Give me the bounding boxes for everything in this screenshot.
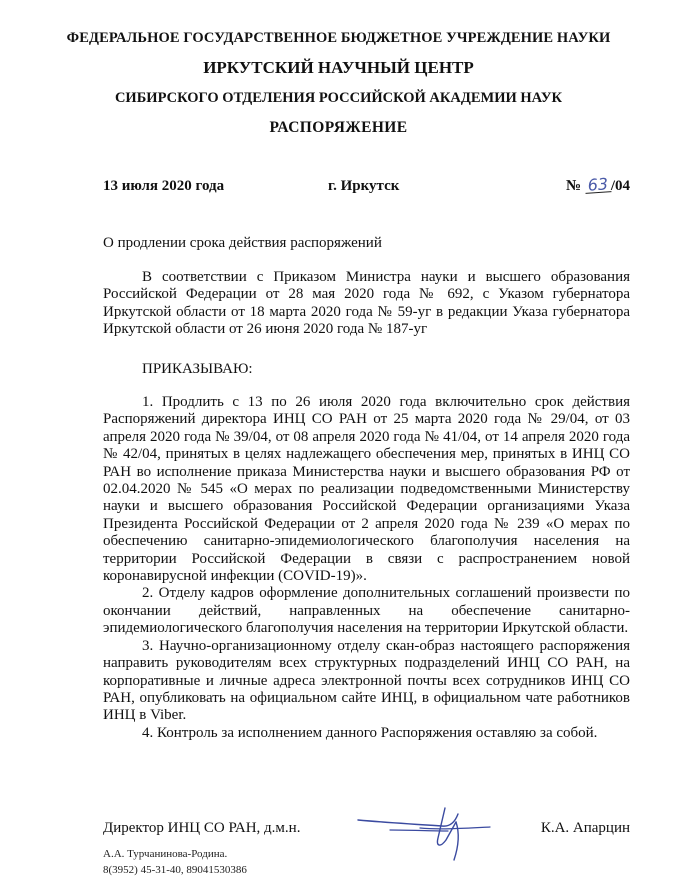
number-prefix: № — [566, 178, 582, 194]
document-date: 13 июля 2020 года — [103, 178, 225, 194]
signatory-role: Директор ИНЦ СО РАН, д.м.н. — [103, 820, 301, 836]
preamble-text: В соответствии с Приказом Министра науки и высшего образования Российской Федерации от 28 мая 2020 года № 692, с Указом губернатора Иркутской области от 18 марта 2020 года № 59-уг в редакции Указа губернатора Иркутской области от 26 июня 2020 года № 187-уг — [103, 269, 630, 338]
preamble-paragraph — [103, 269, 630, 339]
number-suffix: /04 — [610, 178, 630, 194]
order-item-2: 2. Отделу кадров оформление дополнительных соглашений произвести по окончании действий, направленных на обеспечение санитарно-эпидемиологического благополучия населения на территории Иркутской области. — [103, 585, 630, 637]
document-subject: О продлении срока действия распоряжений — [103, 235, 382, 251]
document-type: РАСПОРЯЖЕНИЕ — [269, 119, 408, 136]
order-item-3: 3. Научно-организационному отделу скан-образ настоящего распоряжения направить руководителям всех структурных подразделений ИНЦ СО РАН, на корпоративные и личные адреса электронной почты всех сотрудников ИНЦ СО РАН, опубликовать на официальном сайте ИНЦ, в официальном чате работников ИНЦ в Viber. — [103, 637, 630, 724]
order-items — [103, 394, 630, 742]
organization-line-3: СИБИРСКОГО ОТДЕЛЕНИЯ РОССИЙСКОЙ АКАДЕМИИ НАУК — [114, 90, 563, 106]
order-item-1: 1. Продлить с 13 по 26 июля 2020 года включительно срок действия Распоряжений директора ИНЦ СО РАН от 25 марта 2020 года № 29/04, от 03 апреля 2020 года № 39/04, от 08 апреля 2020 года № 41/04, от 14 апреля 2020 года № 42/04, принятых в целях надлежащего обеспечения мер, принятых в ИНЦ СО РАН во исполнение приказа Министерства науки и высшего образования РФ от 02.04.2020 № 545 «О мерах по реализации подведомственными Министерству науки и высшего образования Российской Федерации организациями Указа Президента Российской Федерации от 2 апреля 2020 года № 239 «О мерах по обеспечению санитарно-эпидемиологического благополучия населения на территории Российской Федерации в связи с распространением новой коронавирусной инфекции (COVID-19)». — [103, 394, 630, 585]
order-word: ПРИКАЗЫВАЮ: — [142, 361, 253, 377]
executor-phone: 8(3952) 45-31-40, 89041530386 — [103, 864, 247, 876]
document-meta-row — [103, 174, 630, 200]
document-city: г. Иркутск — [328, 178, 400, 194]
order-item-4: 4. Контроль за исполнением данного Распоряжения оставляю за собой. — [142, 724, 598, 741]
handwritten-number: 63 — [584, 177, 611, 194]
organization-line-2: ИРКУТСКИЙ НАУЧНЫЙ ЦЕНТР — [203, 58, 474, 77]
handwritten-signature — [350, 800, 500, 870]
document-number — [566, 174, 630, 195]
signatory-name: К.А. Апарцин — [540, 820, 630, 836]
executor-name: А.А. Турчанинова-Родина. — [103, 848, 228, 860]
organization-line-1: ФЕДЕРАЛЬНОЕ ГОСУДАРСТВЕННОЕ БЮДЖЕТНОЕ УЧРЕЖДЕНИЕ НАУКИ — [66, 30, 611, 46]
